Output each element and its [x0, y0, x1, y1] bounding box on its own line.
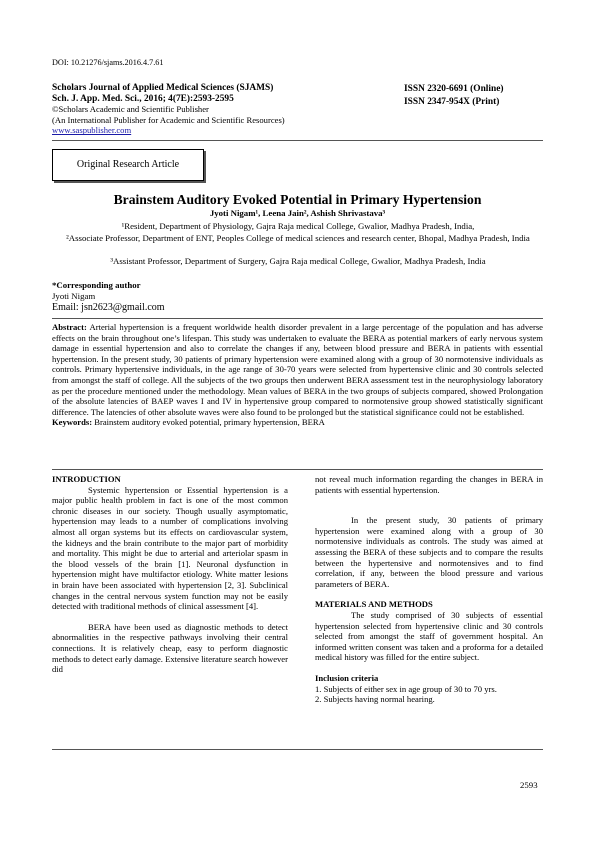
doi-line: DOI: 10.21276/sjams.2016.4.7.61 — [52, 58, 164, 67]
inclusion-criteria-heading: Inclusion criteria — [315, 672, 379, 683]
article-type-box: Original Research Article — [52, 149, 204, 181]
header-divider — [52, 140, 543, 141]
keywords-text: Brainstem auditory evoked potential, primary hypertension, BERA — [92, 417, 325, 428]
methods-paragraph: The study comprised of 30 subjects of essential hypertension selected from hypertensive clinic and 30 controls selected from amongst the staff of government hospital. An informed written consent was taken and a proforma for a detailed medical history was filled for the entire subject. — [315, 609, 543, 663]
abstract-bottom-rule — [52, 469, 543, 470]
affiliation-3: ³Assistant Professor, Department of Surgery, Gajra Raja medical College, Gwalior, Madhya Pradesh, India — [110, 256, 486, 266]
right-column — [315, 474, 543, 705]
introduction-heading: INTRODUCTION — [52, 474, 121, 484]
website-link[interactable]: www.saspublisher.com — [52, 125, 132, 136]
corresponding-author-block — [52, 280, 165, 313]
introduction-paragraph-1: Systemic hypertension or Essential hypertension is a major public health problem in fact is one of the most common chronic diseases in our society. Though usually asymptomatic, hypertension may leads to a number of complications involving almost all organ systems but its effects on cardiovascular system, the kidneys and the brain contribute to the major part of morbidity and mortality. This might be due to arterial and arteriolar spasm in the blood vessels of the brain [1]. Neuronal dysfunction in hypertension might have multifactor etiology. White matter lesions in brain have been associated with hypertension [2, 3]. Subclinical changes in the central nervous system function may not be easily detected with traditional methods of clinical assessment [4]. — [52, 484, 288, 612]
corresponding-email[interactable]: Email: jsn2623@gmail.com — [52, 302, 165, 313]
methods-heading: MATERIALS AND METHODS — [315, 599, 433, 610]
abstract-section — [52, 322, 543, 428]
publisher: ©Scholars Academic and Scientific Publisher — [52, 104, 209, 115]
abstract-text: Arterial hypertension is a frequent worldwide health disorder prevalent in a large percentage of the population and has adverse effects on the brain throughout one’s lifespan. This study was undertaken to evaluate the BERA as potential markers of early nervous system damage in essential hypertension and also to correlate the changes if any, between blood pressure and BERA in patients with essential hypertension. In the present study, 30 patients of primary hypertension were examined along with a group of 30 normotensive individuals as controls. Primary hypertensive individuals, in the age range of 30-70 years were selected from hypertensive clinic and 30 controls selected from amongst the staff of college. All the subjects of the two groups then underwent BERA assessment test in the neurophysiology laboratory as per the procedure mentioned under the methodology. Mean values of BERA in the two groups of subjects compared, showed Prolongation of the absolute latencies of BAEP waves I and IV in hypertensive group compared to normotensive group showed statistically significant difference. The latencies of other absolute waves were also found to be prolonged but the statistical significance could not be established. — [52, 322, 543, 417]
page-number: 2593 — [520, 780, 538, 790]
affiliation-2: ²Associate Professor, Department of ENT, Peoples College of medical sciences and research center, Bhopal, Madhya Pradesh, India — [66, 233, 530, 243]
inclusion-item-2: 2. Subjects having normal hearing. — [315, 694, 435, 705]
corresponding-label: *Corresponding author — [52, 280, 141, 290]
inclusion-item-1: 1. Subjects of either sex in age group of 30 to 70 yrs. — [315, 683, 497, 694]
footer-divider — [52, 749, 543, 750]
publisher-description: (An International Publisher for Academic and Scientific Resources) — [52, 114, 285, 125]
continuation-paragraph: not reveal much information regarding the changes in BERA in patients with essential hypertension. — [315, 474, 543, 495]
paper-title: Brainstem Auditory Evoked Potential in Primary Hypertension — [113, 192, 482, 207]
abstract-label: Abstract: — [52, 322, 87, 332]
corresponding-name: Jyoti Nigam — [52, 291, 96, 301]
issn-online: ISSN 2320-6691 (Online) — [404, 84, 504, 94]
study-paragraph: In the present study, 30 patients of primary hypertension were examined along with a group of 30 normotensive individuals as controls. The study was aimed at assessing the BERA of these subjects and to compare the results between the hypertensive and normotensives and to find correlation, if any, between the blood pressure and various parameters of BERA. — [315, 515, 543, 589]
issn-print: ISSN 2347-954X (Print) — [404, 97, 500, 107]
issn-block — [404, 83, 504, 109]
journal-citation: Sch. J. App. Med. Sci., 2016; 4(7E):2593-2595 — [52, 93, 234, 104]
journal-header — [52, 83, 352, 136]
author-list: Jyoti Nigam¹, Leena Jain², Ashish Shrivastava³ — [209, 208, 386, 218]
affiliation-1: ¹Resident, Department of Physiology, Gajra Raja medical College, Gwalior, Madhya Pradesh, India, — [121, 221, 475, 231]
introduction-paragraph-2: BERA have been used as diagnostic methods to detect abnormalities in the respective pathways involving their central connections. It is relatively cheap, easy to perform diagnostic methods to detect early damage. Extensive literature search however did — [52, 621, 288, 675]
keywords-label: Keywords: — [52, 417, 93, 428]
journal-name: Scholars Journal of Applied Medical Sciences (SJAMS) — [52, 83, 274, 93]
abstract-top-rule — [52, 318, 543, 319]
left-column — [52, 474, 288, 675]
